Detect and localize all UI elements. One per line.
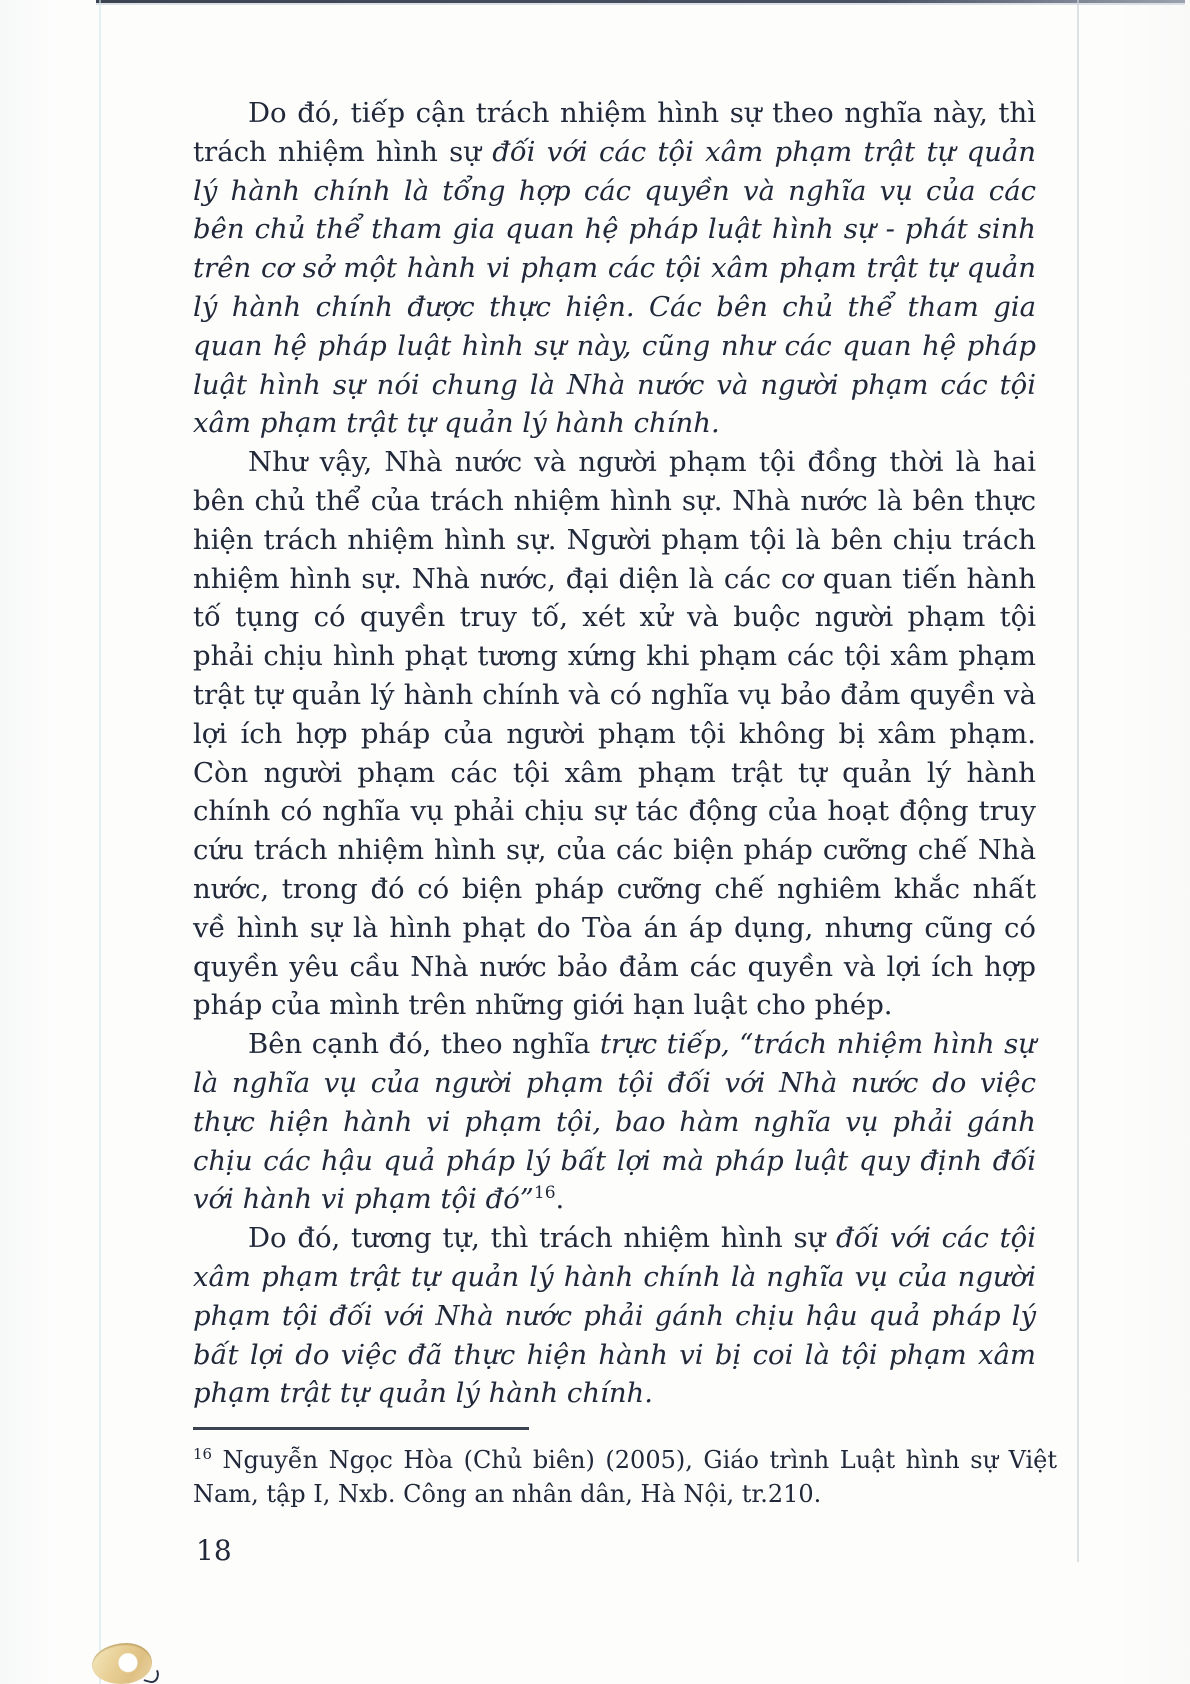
body-paragraph <box>193 94 1036 443</box>
footnote-divider <box>193 1427 529 1430</box>
top-border-line-shadow <box>96 3 1185 5</box>
footnote-marker: 16 <box>193 1445 212 1463</box>
body-paragraph <box>193 1025 1036 1219</box>
paragraph-segment-regular: . <box>555 1183 565 1216</box>
corner-artifact-mark <box>142 1664 161 1684</box>
corner-artifact <box>92 1643 152 1684</box>
paragraph-segment-sup: 16 <box>533 1183 556 1204</box>
paragraph-segment-italic: đối với các tội xâm phạm trật tự quản lý hành chính là nghĩa vụ của người phạm tội đối với Nhà nước phải gánh chịu hậu quả pháp lý bất lợi do việc đã thực hiện hành vi bị coi là tội phạm xâm phạm trật tự quản lý hành chính. <box>193 1222 1037 1410</box>
body-text <box>193 94 1036 1413</box>
footnote <box>193 1444 1057 1511</box>
left-page-edge-line <box>99 0 101 1684</box>
body-paragraph <box>193 443 1036 1025</box>
footnote-text: Nguyễn Ngọc Hòa (Chủ biên) (2005), Giáo trình Luật hình sự Việt Nam, tập I, Nxb. Công an nhân dân, Hà Nội, tr.210. <box>193 1446 1057 1508</box>
body-paragraph <box>193 1219 1036 1413</box>
paragraph-segment-italic: đối với các tội xâm phạm trật tự quản lý hành chính là tổng hợp các quyền và nghĩa vụ của các bên chủ thể tham gia quan hệ pháp luật hình sự - phát sinh trên cơ sở một hành vi phạm các tội xâm phạm trật tự quản lý hành chính được thực hiện. Các bên chủ thể tham gia quan hệ pháp luật hình sự này, cũng như các quan hệ pháp luật hình sự nói chung là Nhà nước và người phạm các tội xâm phạm trật tự quản lý hành chính. <box>193 135 1036 440</box>
page-number: 18 <box>196 1534 232 1567</box>
paragraph-segment-regular: Như vậy, Nhà nước và người phạm tội đồng thời là hai bên chủ thể của trách nhiệm hình sự. Nhà nước là bên thực hiện trách nhiệm hình sự. Người phạm tội là bên chịu trách nhiệm hình sự. Nhà nước, đại diện là các cơ quan tiến hành tố tụng có quyền truy tố, xét xử và buộc người phạm tội phải chịu hình phạt tương xứng khi phạm các tội xâm phạm trật tự quản lý hành chính và có nghĩa vụ bảo đảm quyền và lợi ích hợp pháp của người phạm tội không bị xâm phạm. Còn người phạm các tội xâm phạm trật tự quản lý hành chính có nghĩa vụ phải chịu sự tác động của hoạt động truy cứu trách nhiệm hình sự, của các biện pháp cưỡng chế Nhà nước, trong đó có biện pháp cưỡng chế nghiêm khắc nhất về hình sự là hình phạt do Tòa án áp dụng, nhưng cũng có quyền yêu cầu Nhà nước bảo đảm các quyền và lợi ích hợp pháp của mình trên những giới hạn luật cho phép. <box>193 446 1036 1022</box>
paragraph-segment-regular: Bên cạnh đó, theo nghĩa <box>248 1028 600 1061</box>
paragraph-segment-regular: Do đó, tương tự, thì trách nhiệm hình sự <box>248 1222 837 1255</box>
right-page-edge-line <box>1077 0 1079 1562</box>
paragraph-segment-italic: trực tiếp, “trách nhiệm hình sự là nghĩa vụ của người phạm tội đối với Nhà nước do việc thực hiện hành vi phạm tội, bao hàm nghĩa vụ phải gánh chịu các hậu quả pháp lý bất lợi mà pháp luật quy định đối với hành vi phạm tội đó” <box>193 1028 1036 1216</box>
paragraph-segment-regular: Do đó, tiếp cận trách nhiệm hình sự theo nghĩa này, thì trách nhiệm hình sự <box>193 97 1036 168</box>
